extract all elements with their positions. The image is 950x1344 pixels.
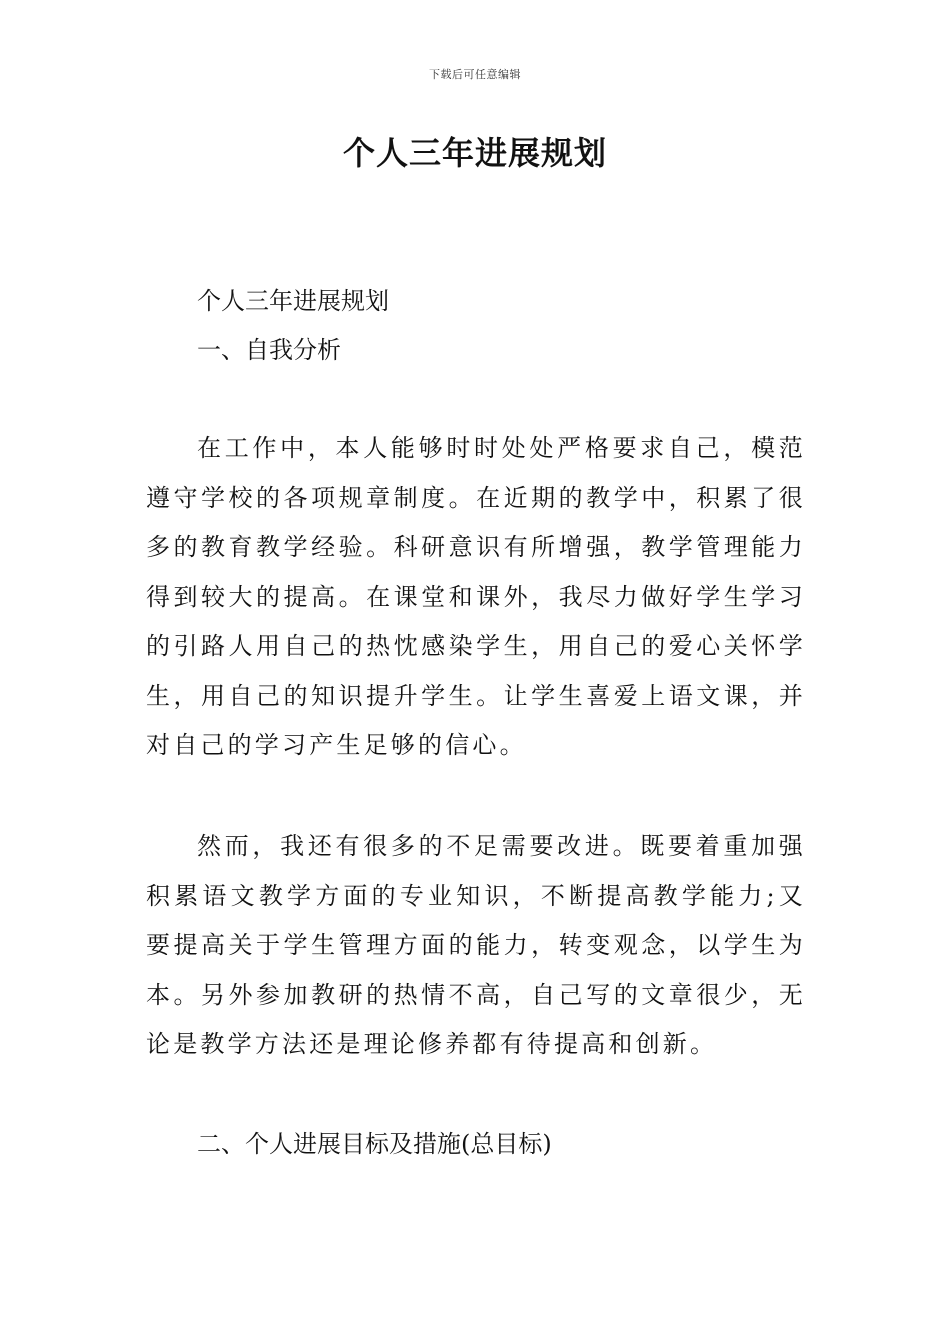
section-heading-self-analysis bbox=[146, 326, 806, 376]
document-subtitle bbox=[146, 277, 806, 327]
paragraph-text: 在工作中，本人能够时时处处严格要求自己，模范遵守学校的各项规章制度。在近期的教学中，积累了很多的教育教学经验。科研意识有所增强，教学管理能力得到较大的提高。在课堂和课外，我尽力做好学生学习的引路人用自己的热忱感染学生，用自己的爱心关怀学生，用自己的知识提升学生。让学生喜爱上语文课，并对自己的学习产生足够的信心。 bbox=[146, 434, 806, 759]
document-title: 个人三年进展规划 bbox=[342, 134, 607, 172]
section-two-heading-text: 二、个人进展目标及措施(总目标) bbox=[197, 1130, 552, 1158]
section-heading-goals bbox=[146, 1120, 806, 1170]
paragraph-shortcomings bbox=[146, 822, 806, 1070]
header-note: 下载后可任意编辑 bbox=[429, 68, 521, 81]
paragraph-self-analysis bbox=[146, 424, 806, 771]
paragraph-text: 然而，我还有很多的不足需要改进。既要着重加强积累语文教学方面的专业知识，不断提高教学能力;又要提高关于学生管理方面的能力，转变观念，以学生为本。另外参加教研的热情不高，自己写的文章很少，无论是教学方法还是理论修养都有待提高和创新。 bbox=[146, 832, 806, 1058]
section-one-heading-text: 一、自我分析 bbox=[197, 336, 341, 364]
subtitle-text: 个人三年进展规划 bbox=[197, 287, 389, 315]
